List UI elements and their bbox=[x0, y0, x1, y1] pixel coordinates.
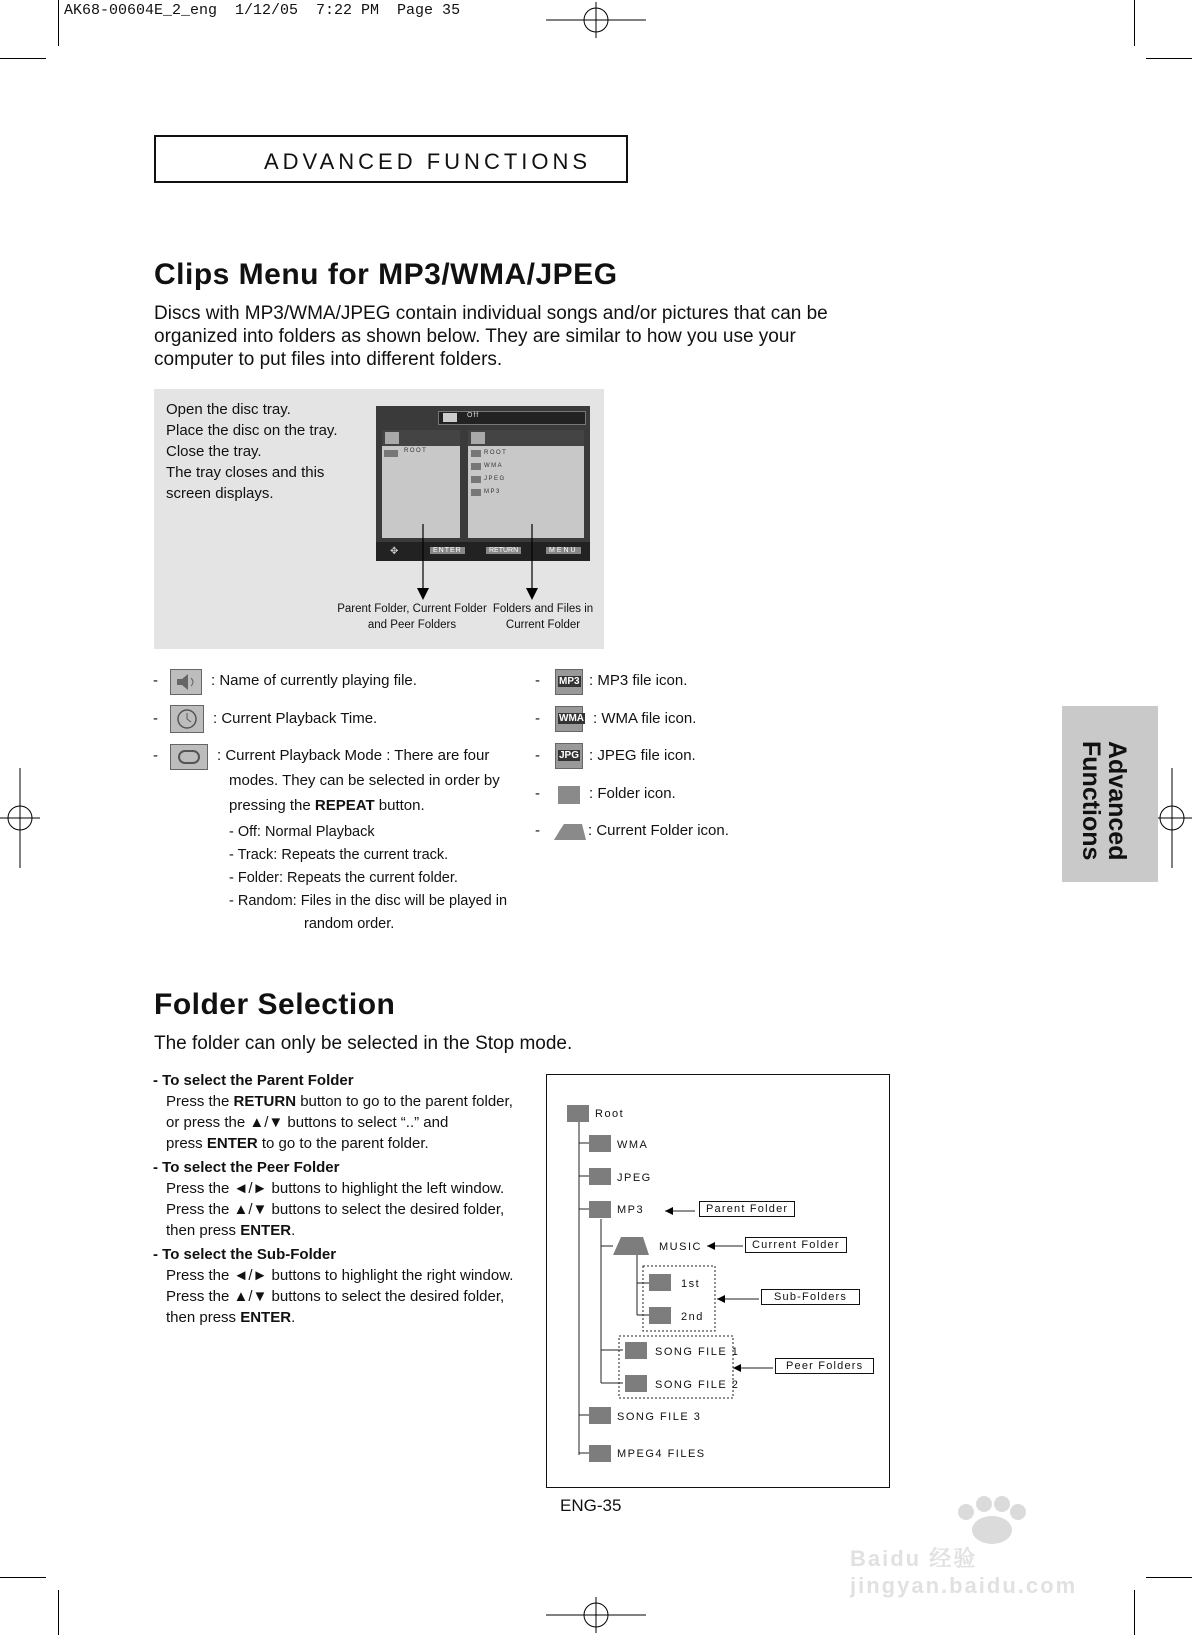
tree-music: MUSIC bbox=[659, 1241, 702, 1253]
registration-mark-left bbox=[0, 768, 40, 868]
section-label-box bbox=[154, 135, 628, 183]
tree-song1: SONG FILE 1 bbox=[655, 1346, 740, 1358]
speaker-icon bbox=[471, 432, 485, 444]
mode-bar bbox=[438, 411, 586, 425]
step-heading: To select the Peer Folder bbox=[162, 1159, 340, 1176]
setup-steps bbox=[166, 399, 337, 504]
print-header: AK68-00604E_2_eng 1/12/05 7:22 PM Page 35 bbox=[64, 2, 461, 19]
folder-icon bbox=[471, 463, 481, 470]
tree-jpeg: JPEG bbox=[617, 1172, 652, 1184]
tag-parent-folder: Parent Folder bbox=[699, 1201, 795, 1217]
legend-mode: : Current Playback Mode : There are four bbox=[217, 747, 490, 764]
folder-icon bbox=[625, 1375, 647, 1392]
folder-title: Folder Selection bbox=[154, 988, 396, 1021]
crop-mark bbox=[58, 1590, 59, 1635]
crop-mark bbox=[1146, 58, 1192, 59]
page-number: ENG-35 bbox=[560, 1496, 622, 1515]
watermark: Baidu 经验 jingyan.baidu.com bbox=[846, 1490, 1146, 1600]
right-pane-item: WMA bbox=[484, 463, 504, 469]
setup-step: screen displays. bbox=[166, 485, 274, 502]
clock-icon bbox=[385, 432, 399, 444]
tag-sub-folders: Sub-Folders bbox=[761, 1289, 860, 1305]
mode-value: Off bbox=[467, 412, 480, 419]
setup-step: Place the disc on the tray. bbox=[166, 422, 338, 439]
folder-icon bbox=[649, 1307, 671, 1324]
current-folder-icon bbox=[552, 822, 588, 842]
tag-peer-folders: Peer Folders bbox=[775, 1358, 874, 1374]
clock-icon bbox=[170, 705, 204, 733]
legend-time: : Current Playback Time. bbox=[213, 710, 378, 727]
tree-mpeg4: MPEG4 FILES bbox=[617, 1448, 706, 1460]
right-pane-item: JPEG bbox=[484, 476, 506, 482]
crop-mark bbox=[1134, 0, 1135, 46]
side-tab bbox=[1062, 706, 1158, 882]
callout-arrows bbox=[400, 524, 560, 604]
current-folder-icon bbox=[613, 1237, 649, 1255]
repeat-icon bbox=[443, 413, 457, 422]
left-pane bbox=[382, 430, 460, 538]
right-pane-item: MP3 bbox=[484, 489, 501, 495]
repeat-mode-icon bbox=[170, 744, 208, 770]
caption-left: Parent Folder, Current Folder and Peer Folders bbox=[337, 603, 487, 631]
folder-tree-diagram bbox=[546, 1074, 890, 1488]
tree-mp3: MP3 bbox=[617, 1204, 645, 1216]
legend-wma: : WMA file icon. bbox=[593, 710, 697, 727]
folder-icon bbox=[558, 786, 580, 804]
mp3-file-icon: MP3 bbox=[555, 669, 583, 695]
right-pane-item: ROOT bbox=[484, 450, 508, 456]
folder-icon bbox=[471, 476, 481, 483]
crop-mark bbox=[0, 1577, 46, 1578]
registration-mark-top bbox=[546, 0, 646, 40]
mode-option: - Folder: Repeats the current folder. bbox=[229, 870, 458, 886]
tree-song2: SONG FILE 2 bbox=[655, 1379, 740, 1391]
legend-current-folder: : Current Folder icon. bbox=[588, 822, 729, 839]
right-pane bbox=[468, 430, 584, 538]
wma-file-icon: WMA bbox=[555, 706, 583, 732]
step-heading: To select the Parent Folder bbox=[162, 1072, 354, 1089]
dpad-icon: ✥ bbox=[390, 546, 399, 557]
folder-icon bbox=[471, 489, 481, 496]
folder-icon bbox=[589, 1407, 611, 1424]
crop-mark bbox=[0, 58, 46, 59]
mode-option: - Random: Files in the disc will be played in bbox=[229, 893, 508, 909]
folder-icon bbox=[471, 450, 481, 457]
tree-song3: SONG FILE 3 bbox=[617, 1411, 702, 1423]
left-pane-item: ROOT bbox=[404, 448, 428, 454]
legend-mp3: : MP3 file icon. bbox=[589, 672, 688, 689]
tree-1st: 1st bbox=[681, 1278, 701, 1290]
folder-steps: - To select the Parent Folder Press the RETURN button to go to the parent folder, or press the ▲/▼ buttons to select “..” and press ENTER to go to the parent folder. - To select the Peer Folder Press the ◄/► buttons to highlight the left window. Press the ▲/▼ buttons to select the desired folder, then press ENTER. - To select the Sub-Folder Press the ◄/► buttons to highlight the right window. Press the ▲/▼ buttons to select the desired folder, then press ENTER. bbox=[153, 1072, 514, 1326]
crop-mark bbox=[1146, 1577, 1192, 1578]
legend-filename: : Name of currently playing file. bbox=[211, 672, 417, 689]
folder-intro: The folder can only be selected in the Stop mode. bbox=[154, 1033, 573, 1054]
speaker-icon bbox=[170, 669, 202, 695]
tree-root: Root bbox=[595, 1108, 625, 1120]
clips-intro: Discs with MP3/WMA/JPEG contain individual songs and/or pictures that can be organized into folders as shown below. They are similar to how you use your computer to put files into different folders. bbox=[154, 303, 828, 370]
folder-icon bbox=[625, 1342, 647, 1359]
setup-step: Close the tray. bbox=[166, 443, 262, 460]
mode-option: - Track: Repeats the current track. bbox=[229, 847, 449, 863]
side-tab-label: Advanced Functions bbox=[1077, 741, 1131, 861]
return-button: RETURN bbox=[486, 547, 521, 554]
step-heading: To select the Sub-Folder bbox=[162, 1246, 337, 1263]
enter-button: ENTER bbox=[430, 547, 465, 554]
caption-right: Folders and Files in Current Folder bbox=[492, 603, 594, 631]
folder-icon bbox=[589, 1201, 611, 1218]
registration-mark-bottom bbox=[546, 1595, 646, 1635]
folder-icon bbox=[649, 1274, 671, 1291]
folder-icon bbox=[589, 1445, 611, 1462]
legend-folder: : Folder icon. bbox=[589, 785, 676, 802]
tree-2nd: 2nd bbox=[681, 1311, 704, 1323]
legend-jpeg: : JPEG file icon. bbox=[589, 747, 696, 764]
setup-step: Open the disc tray. bbox=[166, 401, 291, 418]
mode-option: - Off: Normal Playback bbox=[229, 824, 375, 840]
section-label: ADVANCED FUNCTIONS bbox=[264, 149, 592, 174]
menu-button: MENU bbox=[546, 547, 581, 554]
registration-mark-right bbox=[1152, 768, 1192, 868]
folder-icon bbox=[589, 1135, 611, 1152]
crop-mark bbox=[58, 0, 59, 46]
clips-title: Clips Menu for MP3/WMA/JPEG bbox=[154, 258, 618, 291]
folder-icon bbox=[589, 1168, 611, 1185]
folder-icon bbox=[567, 1105, 589, 1122]
folder-icon bbox=[384, 450, 398, 457]
jpeg-file-icon: JPG bbox=[555, 743, 583, 769]
tree-wma: WMA bbox=[617, 1139, 649, 1151]
setup-step: The tray closes and this bbox=[166, 464, 325, 481]
tag-current-folder: Current Folder bbox=[745, 1237, 847, 1253]
